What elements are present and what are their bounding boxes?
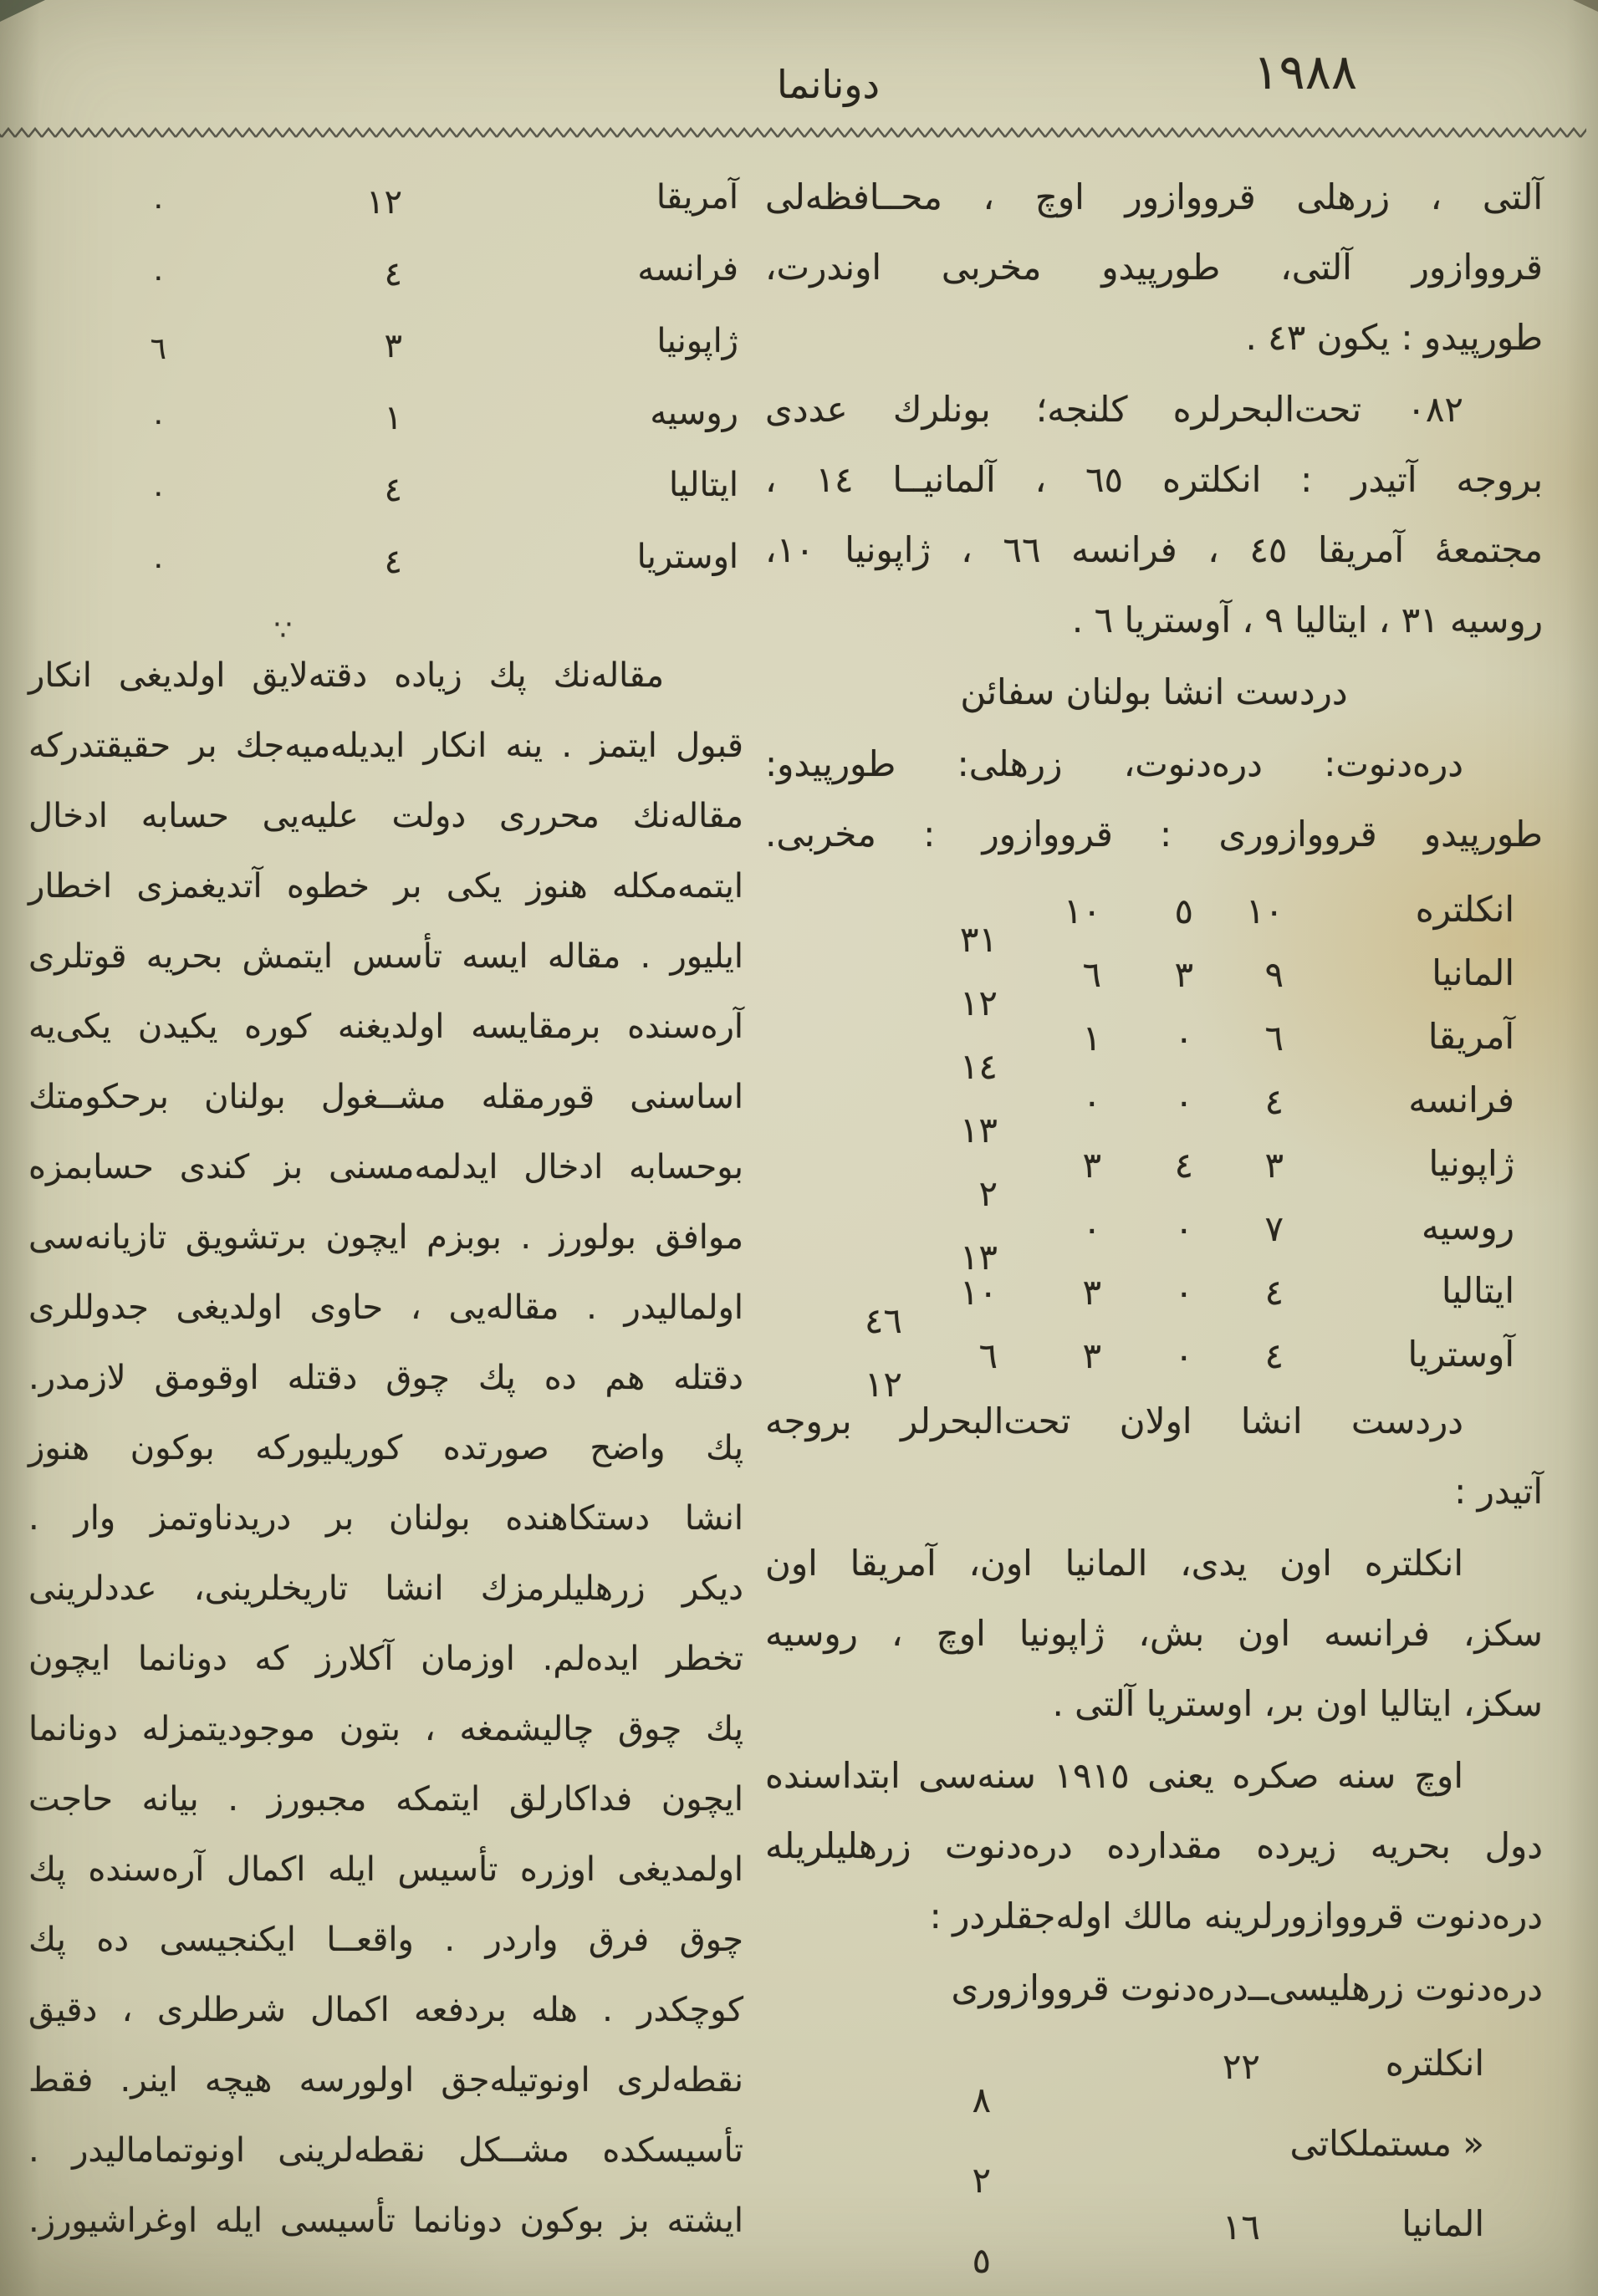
- ship-count-value: ٦: [1264, 1018, 1284, 1059]
- ship-count-value: ٥: [1174, 890, 1193, 931]
- article-line: دقتله هم ده پك چوق دقتله اوقومق لازمدر.: [28, 1359, 743, 1397]
- submarines-list-line: انكلتره اون يدى، المانيا اون، آمريقا اون: [765, 1543, 1463, 1584]
- submarine-count-line: بروجه آتيدر : انكلتره ٦٥ ، آلمانيــا ١٤ ،: [765, 459, 1544, 500]
- ship-count-value: ٣: [1264, 1145, 1284, 1186]
- ship-count-value: ٤: [384, 255, 402, 293]
- submarine-count-line: روسيه ٣١ ، ايتاليا ٩ ، آوستريا ٦ .: [1071, 600, 1543, 640]
- country-name: ژاپونيا: [656, 322, 738, 360]
- construction-table-row: [765, 1002, 1543, 1087]
- construction-table-row: [765, 1192, 1543, 1278]
- cruiser-count-value: ٨: [972, 2079, 991, 2120]
- ship-count-value: ٤: [1264, 1081, 1284, 1122]
- secondary-count-value: ٠: [150, 188, 166, 222]
- summary-table-row: [28, 522, 743, 594]
- ship-count-value: ٠: [1174, 1018, 1193, 1059]
- article-line: تأسيسكده مشــكل نقطه‌لرينى اونوتماماليدر .: [28, 2131, 743, 2170]
- bottom-table-row: [765, 2028, 1543, 2120]
- ship-count-value: ٠: [1174, 1081, 1193, 1122]
- paragraph: [765, 657, 1543, 727]
- ship-count-value: ٠: [1082, 1208, 1101, 1249]
- ship-count-value: ١٠: [1063, 890, 1101, 931]
- summary-table-row: [28, 234, 743, 306]
- ship-count-value: ٠: [1174, 1335, 1193, 1376]
- ship-count-value: ١٢: [864, 1364, 902, 1405]
- dreadnought-header-line: دره‌دنوت زرهليسى‌ــ‌دره‌دنوت قرووازورى: [951, 1967, 1543, 2008]
- paragraph: [765, 162, 1543, 373]
- paragraph: [765, 1528, 1543, 1739]
- ship-count-value: ٧: [1264, 1208, 1284, 1249]
- summary-table-row: [28, 450, 743, 522]
- article-line: ايشته بز بوكون دونانما تأسيسى ايله اوغراشيورز.: [28, 2202, 743, 2240]
- ship-count-value: ٣: [1082, 1145, 1101, 1186]
- article-line: قبول ايتمز . ينه انكار ايديله‌ميه‌جك بر حقيقتدركه: [28, 727, 743, 765]
- fleet-summary-line: قرووازور آلتى، طورپيدو مخربى اوندرت،: [765, 247, 1543, 288]
- left-column: [28, 161, 743, 2281]
- country-name: ايتاليا: [669, 466, 738, 504]
- ship-count-value: ١٠: [959, 1272, 998, 1313]
- secondary-count-value: ٠: [150, 476, 166, 510]
- ship-count-value: ١: [1082, 1018, 1101, 1059]
- article-line: تخطر ايده‌لم. اوزمان آكلارز كه دونانما ايچون: [28, 1640, 743, 1678]
- country-name: آمريقا: [656, 178, 738, 217]
- paragraph: [765, 375, 1543, 656]
- article-line: مقاله‌نك پك زياده دقته‌لايق اولديغى انكار: [28, 656, 664, 695]
- article-line: پك واضح صورتده كوريليوركه بوكون هنوز: [28, 1429, 743, 1467]
- submarines-under-construction-line: آتيدر :: [1454, 1471, 1543, 1512]
- cruiser-count-value: ٥: [972, 2240, 991, 2281]
- paragraph: [28, 640, 743, 2256]
- ship-count-value: ٢: [978, 1173, 998, 1214]
- future-fleet-line: دول بحريه زيرده مقدارده دره‌دنوت زرهليلريله: [765, 1825, 1543, 1866]
- page-number: ١٩٨٨: [1253, 43, 1357, 100]
- construction-table-row: [765, 875, 1543, 960]
- ship-count-value: ١٣: [959, 1237, 998, 1278]
- ship-count-value: ٣: [384, 327, 402, 365]
- country-name: ايتاليا: [1441, 1270, 1514, 1311]
- scan-edge-artifact: [1573, 0, 1598, 12]
- right-column: [765, 161, 1543, 2281]
- dreadnought-count-value: ١٦: [1222, 2207, 1260, 2248]
- article-line: اولمديغى اوزره تأسيس ايله اكمال آره‌سنده پك: [28, 1850, 743, 1889]
- ship-count-value: ٠: [1174, 1272, 1193, 1313]
- cruiser-count-value: ٢: [972, 2160, 991, 2201]
- dreadnought-cruiser-table: [765, 2028, 1543, 2281]
- article-line: ايچون فداكارلق ايتمكه مجبورز . بيانه حاجت: [28, 1780, 743, 1819]
- construction-table-row: [765, 1256, 1543, 1341]
- table-column-header-line: طورپيدو قرووازورى : قرووازور : مخربى.: [765, 814, 1543, 855]
- ship-count-value: ٤: [384, 471, 402, 509]
- article-line: اولماليدر . مقاله‌يى ، حاوى اولديغى جدوللرى: [28, 1288, 743, 1327]
- table-column-header-line: دره‌دنوت: دره‌دنوت، زرهلى: طورپيدو:: [765, 743, 1463, 784]
- ship-count-value: ٤: [1264, 1272, 1284, 1313]
- country-name: انكلتره: [1385, 2043, 1484, 2084]
- construction-table-row: [765, 1065, 1543, 1151]
- bottom-table-row: [765, 2189, 1543, 2281]
- article-line: موافق بولورز . بوبزم ايچون برتشويق تازيانه‌سى: [28, 1218, 743, 1257]
- article-line: ديكر زرهليلرمزك انشا تاريخلرينى، عددلرينى: [28, 1569, 743, 1608]
- section-heading: دردست انشا بولنان سفائن: [960, 671, 1348, 712]
- secondary-count-value: ٠: [150, 404, 166, 438]
- scan-edge-artifact: [0, 0, 45, 22]
- ship-count-value: ١٢: [959, 982, 998, 1023]
- future-fleet-line: دره‌دنوت قرووازورلرينه مالك اوله‌جقلردر :: [929, 1895, 1543, 1936]
- secondary-count-value: ٠: [150, 260, 166, 294]
- article-line: نقطه‌لرى اونوتيله‌جق اولورسه هيچه اينر. فقط: [28, 2061, 743, 2100]
- submarines-list-line: سكز، ايتاليا اون بر، اوستريا آلتى .: [1052, 1683, 1543, 1724]
- dreadnought-count-value: ٢٢: [1222, 2046, 1260, 2087]
- summary-table-row: [28, 306, 743, 378]
- zigzag-divider-rule: [0, 124, 1586, 145]
- ship-count-value: ٩: [1264, 954, 1284, 995]
- article-line: انشا دستكاهنده بولنان بر دريدناوتمز وار .: [28, 1499, 743, 1538]
- construction-table-row: [765, 1319, 1543, 1405]
- ship-count-value: ٣١: [959, 919, 998, 960]
- article-line: آره‌سنده برمقايسه اولديغنه كوره يكيدن يكى‌يه: [28, 1008, 743, 1046]
- ship-count-value: ١٣: [959, 1110, 998, 1151]
- country-name: آمريقا: [1427, 1016, 1514, 1057]
- ship-count-value: ٣: [1082, 1335, 1101, 1376]
- country-name: المانيا: [1401, 2203, 1484, 2244]
- ship-count-value: ٦: [1082, 954, 1101, 995]
- paragraph: [765, 1953, 1543, 2023]
- summary-table-row: [28, 162, 743, 234]
- ship-count-value: ٤: [384, 543, 402, 581]
- ship-count-value: ٣: [1082, 1272, 1101, 1313]
- article-line: چوق فرق واردر . واقعــا ايكنجيسى ده پك: [28, 1921, 743, 1959]
- article-line: بوحسابه ادخال ايدلمه‌مسنى بز كندى حسابمزه: [28, 1148, 743, 1186]
- ship-count-value: ٠: [1174, 1208, 1193, 1249]
- ship-count-value: ٦: [978, 1335, 998, 1376]
- country-name: روسيه: [1422, 1207, 1514, 1247]
- country-name: روسيه: [650, 394, 738, 432]
- submarine-count-line: ٠٨٢ تحت‌البحرلره كلنجه؛ بونلرك عددى: [765, 389, 1463, 430]
- fleet-summary-line: طورپيدو : يكون ٤٣ .: [1245, 317, 1543, 358]
- country-name: فرانسه: [637, 250, 738, 288]
- country-name: المانيا: [1432, 952, 1514, 993]
- country-name: آوستريا: [1407, 1334, 1514, 1375]
- submarines-list-line: سكز، فرانسه اون بش، ژاپونيا اوچ ، روسيه: [765, 1613, 1543, 1654]
- article-line: اساسنى قورمقله مشــغول بولنان برحكومتك: [28, 1078, 743, 1116]
- bottom-table-row: [765, 2109, 1543, 2201]
- navy-summary-table: [28, 162, 743, 594]
- article-line: پك چوق چاليشمغه ، بتون موجوديتمزله دونانما: [28, 1710, 743, 1748]
- ship-count-value: ٠: [1082, 1081, 1101, 1122]
- ship-count-value: ١٢: [366, 183, 402, 222]
- text-columns: [28, 161, 1543, 2281]
- ship-count-value: ١٠: [1245, 890, 1284, 931]
- future-fleet-line: اوچ سنه صكره يعنى ١٩١٥ سنه‌سى ابتداسنده: [765, 1755, 1464, 1796]
- paragraph: [765, 1741, 1543, 1952]
- country-name: ژاپونيا: [1428, 1143, 1514, 1184]
- article-line: ايتمه‌مكله هنوز يكى بر خطوه آتديغمزى اخطار: [28, 867, 743, 906]
- country-name: « مستملكاتى: [1289, 2123, 1484, 2164]
- ship-count-value: ٤: [1174, 1145, 1193, 1186]
- ships-under-construction-table: [765, 875, 1543, 1405]
- submarine-count-line: مجتمعهٔ آمريقا ٤٥ ، فرانسه ٦٦ ، ژاپونيا ١٠،: [765, 529, 1543, 570]
- country-name: فرانسه: [1408, 1079, 1514, 1120]
- paragraph: [765, 729, 1543, 870]
- ship-count-value: ٤٦: [864, 1300, 902, 1341]
- secondary-count-value: ٠: [150, 548, 166, 582]
- country-name: اوستريا: [636, 538, 738, 576]
- section-separator-ornament: ∵: [273, 614, 298, 647]
- ship-count-value: ٣: [1174, 954, 1193, 995]
- article-line: مقاله‌نك محررى دولت عليه‌يى حسابه ادخال: [28, 797, 743, 835]
- construction-table-row: [765, 938, 1543, 1023]
- fleet-summary-line: آلتى ، زرهلى قرووازور اوچ ، محــافظه‌لى: [765, 176, 1543, 217]
- construction-table-row: [765, 1129, 1543, 1214]
- article-line: ايليور . مقاله ايسه تأسس ايتمش بحريه قوتلرى: [28, 937, 743, 976]
- submarines-under-construction-line: دردست انشا اولان تحت‌البحرلر بروجه: [765, 1401, 1463, 1441]
- article-line: كوچكدر . هله بردفعه اكمال شرطلرى ، دقيق: [28, 1991, 743, 2029]
- summary-table-row: [28, 378, 743, 450]
- secondary-count-value: ٦: [150, 332, 166, 366]
- country-name: انكلتره: [1415, 889, 1514, 930]
- page-title: دونانما: [777, 62, 880, 107]
- ship-count-value: ١٤: [959, 1046, 998, 1087]
- ship-count-value: ٤: [1264, 1335, 1284, 1376]
- ship-count-value: ١: [384, 399, 402, 437]
